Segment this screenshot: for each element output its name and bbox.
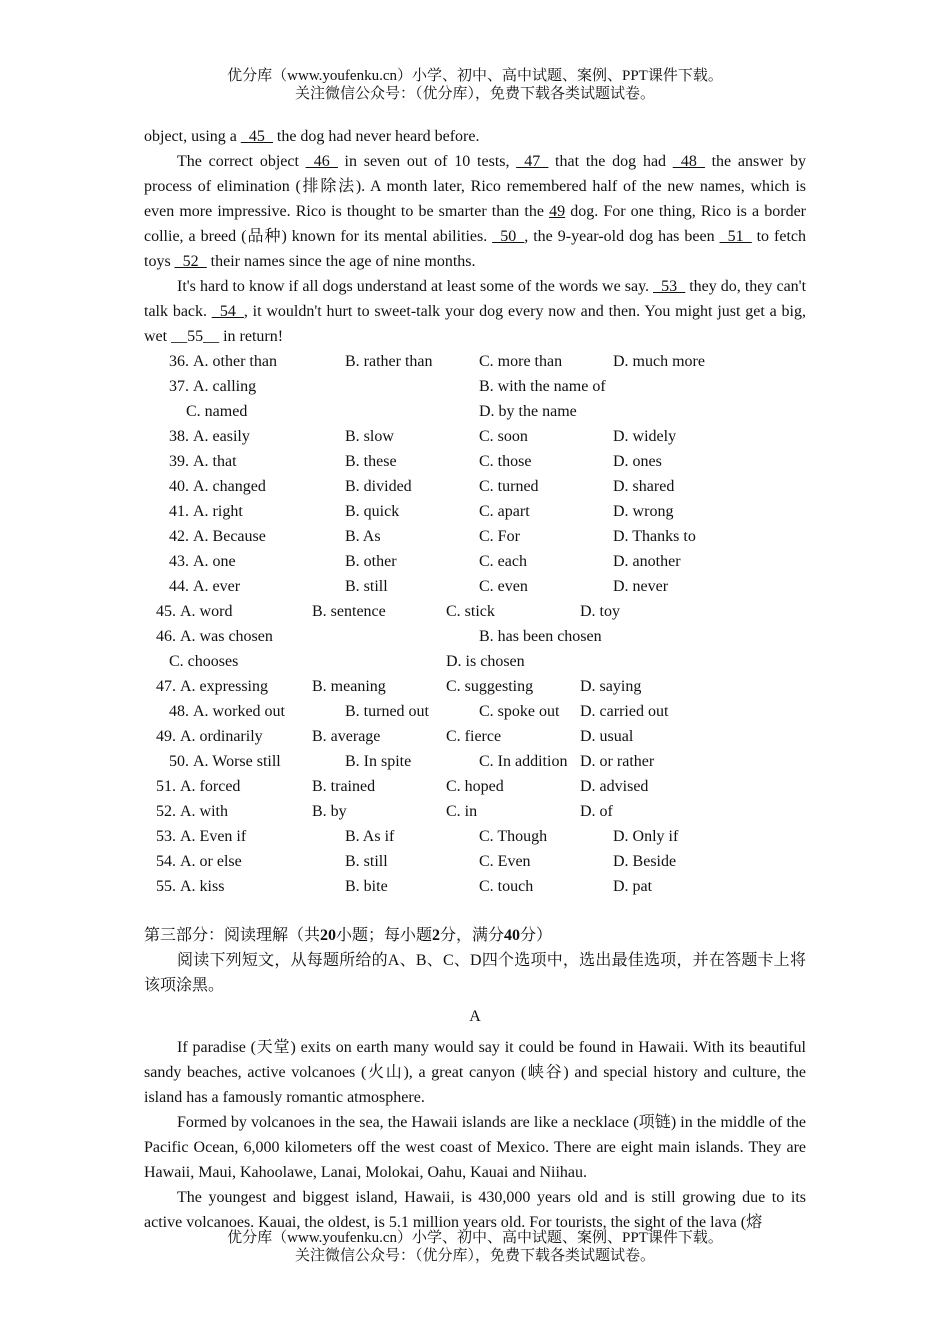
- question-50-option-c: C. In addition: [479, 753, 568, 770]
- question-36-option-b: B. rather than: [345, 353, 433, 370]
- header-line-1: 优分库（www.youfenku.cn）小学、初中、高中试题、案例、PPT课件下载。: [227, 68, 723, 84]
- question-41-number: 41.: [169, 503, 189, 520]
- question-55-number: 55.: [156, 878, 176, 895]
- blank-45: _45_: [240, 128, 273, 145]
- question-38-number: 38.: [169, 428, 189, 445]
- question-41-row: [144, 499, 806, 524]
- question-53-option-b: B. As if: [345, 828, 395, 845]
- question-40-option-a: A. changed: [193, 478, 266, 495]
- question-38-option-a: A. easily: [193, 428, 250, 445]
- question-51-option-d: D. advised: [580, 778, 649, 795]
- question-50-option-d: D. or rather: [580, 753, 655, 770]
- question-36-row: [144, 349, 806, 374]
- question-39-option-c: C. those: [479, 453, 532, 470]
- document-body: [144, 124, 806, 1235]
- question-53-option-c: C. Though: [479, 828, 548, 845]
- question-47-row: [144, 674, 806, 699]
- question-53-number: 53.: [156, 828, 176, 845]
- reading-paragraph-1: If paradise (天堂) exits on earth many would say it could be found in Hawaii. With its beautiful sandy beaches, active volcanoes (火山), a great canyon (峡谷) and special history and culture, the island has a famously romantic atmosphere.: [144, 1039, 806, 1106]
- question-37-row-2: [144, 399, 806, 424]
- question-48-number: 48.: [169, 703, 189, 720]
- question-43-row: [144, 549, 806, 574]
- question-39-option-a: A. that: [193, 453, 237, 470]
- question-49-option-d: D. usual: [580, 728, 634, 745]
- question-46-option-d: D. is chosen: [446, 653, 525, 670]
- question-55-row: [144, 874, 806, 899]
- question-45-option-b: B. sentence: [312, 603, 386, 620]
- passage-paragraph-2: The correct object _46_ in seven out of 10 tests, _47_ that the dog had _48_ the answer by process of elimination (排除法). A month later, Rico remembered half of the new names, which is even more impressive. Rico is thought to be smarter than the 49 dog. For one thing, Rico is a border collie, a breed (品种) known for its mental abilities. _50_, the 9-year-old dog has been _51_ to fetch toys _52_ their names since the age of nine months.: [144, 153, 807, 270]
- question-46-option-a: A. was chosen: [180, 628, 273, 645]
- question-42-row: [144, 524, 806, 549]
- question-42-number: 42.: [169, 528, 189, 545]
- question-54-option-c: C. Even: [479, 853, 531, 870]
- question-47-option-b: B. meaning: [312, 678, 386, 695]
- question-43-option-d: D. another: [613, 553, 681, 570]
- question-55-option-c: C. touch: [479, 878, 534, 895]
- question-37-number: 37.: [169, 378, 189, 395]
- question-36-option-d: D. much more: [613, 353, 705, 370]
- question-39-number: 39.: [169, 453, 189, 470]
- question-42-option-c: C. For: [479, 528, 520, 545]
- question-36-option-a: A. other than: [193, 353, 277, 370]
- question-48-option-d: D. carried out: [580, 703, 669, 720]
- answer-options: [144, 349, 806, 899]
- question-50-option-b: B. In spite: [345, 753, 412, 770]
- question-38-option-d: D. widely: [613, 428, 677, 445]
- question-37-option-d: D. by the name: [479, 403, 577, 420]
- page-footer: [0, 1229, 950, 1265]
- blank-46: _46_: [305, 153, 338, 170]
- question-52-option-d: D. of: [580, 803, 613, 820]
- question-48-row: [144, 699, 806, 724]
- question-39-row: [144, 449, 806, 474]
- question-37-row: [144, 374, 806, 399]
- question-41-option-a: A. right: [193, 503, 243, 520]
- blank-54: _54_: [211, 303, 244, 320]
- question-44-option-b: B. still: [345, 578, 388, 595]
- question-52-row: [144, 799, 806, 824]
- question-45-number: 45.: [156, 603, 176, 620]
- passage-paragraph-3: It's hard to know if all dogs understand at least some of the words we say. _53_ they do, they can't talk back. _54_, it wouldn't hurt to sweet-talk your dog every now and then. You might just get a big, wet __55__ in return!: [144, 278, 807, 345]
- question-50-row: [144, 749, 806, 774]
- question-39-option-b: B. these: [345, 453, 397, 470]
- question-53-option-d: D. Only if: [613, 828, 679, 845]
- question-51-option-c: C. hoped: [446, 778, 504, 795]
- question-38-option-c: C. soon: [479, 428, 528, 445]
- footer-line-2: 关注微信公众号：（优分库），免费下载各类试题试卷。: [294, 1248, 655, 1264]
- question-45-option-d: D. toy: [580, 603, 620, 620]
- question-43-option-a: A. one: [193, 553, 236, 570]
- blank-47: _47_: [516, 153, 549, 170]
- blank-50: _50_: [492, 228, 525, 245]
- question-55-option-d: D. pat: [613, 878, 653, 895]
- question-51-row: [144, 774, 806, 799]
- question-46-option-b: B. has been chosen: [479, 628, 602, 645]
- question-44-option-d: D. never: [613, 578, 669, 595]
- question-40-option-c: C. turned: [479, 478, 539, 495]
- question-44-option-c: C. even: [479, 578, 528, 595]
- question-49-option-c: C. fierce: [446, 728, 502, 745]
- question-40-option-b: B. divided: [345, 478, 412, 495]
- page-header: [0, 67, 950, 103]
- question-54-number: 54.: [156, 853, 176, 870]
- footer-line-1: 优分库（www.youfenku.cn）小学、初中、高中试题、案例、PPT课件下载。: [227, 1230, 723, 1246]
- question-44-option-a: A. ever: [193, 578, 241, 595]
- section-3-title: 第三部分：阅读理解（共20小题；每小题2分，满分40分）: [144, 927, 553, 944]
- question-52-option-b: B. by: [312, 803, 347, 820]
- question-42-option-b: B. As: [345, 528, 381, 545]
- question-38-option-b: B. slow: [345, 428, 394, 445]
- question-46-number: 46.: [156, 628, 176, 645]
- question-43-number: 43.: [169, 553, 189, 570]
- question-42-option-d: D. Thanks to: [613, 528, 696, 545]
- question-48-option-c: C. spoke out: [479, 703, 560, 720]
- question-49-row: [144, 724, 806, 749]
- question-52-number: 52.: [156, 803, 176, 820]
- question-37-option-a: A. calling: [193, 378, 257, 395]
- question-40-row: [144, 474, 806, 499]
- question-51-number: 51.: [156, 778, 176, 795]
- question-44-row: [144, 574, 806, 599]
- question-45-option-a: A. word: [180, 603, 233, 620]
- question-47-option-a: A. expressing: [180, 678, 268, 695]
- question-36-number: 36.: [169, 353, 189, 370]
- blank-51: _51_: [719, 228, 752, 245]
- question-47-number: 47.: [156, 678, 176, 695]
- question-51-option-b: B. trained: [312, 778, 376, 795]
- question-54-option-b: B. still: [345, 853, 388, 870]
- question-40-number: 40.: [169, 478, 189, 495]
- question-53-option-a: A. Even if: [180, 828, 247, 845]
- question-41-option-d: D. wrong: [613, 503, 674, 520]
- reading-paragraph-2: Formed by volcanoes in the sea, the Hawaii islands are like a necklace (项链) in the middle of the Pacific Ocean, 6,000 kilometers off the west coast of Mexico. There are eight main islands. They are Hawaii, Maui, Kahoolawe, Lanai, Molokai, Oahu, Kauai and Niihau.: [144, 1114, 806, 1181]
- question-46-option-c: C. chooses: [169, 653, 239, 670]
- question-43-option-c: C. each: [479, 553, 527, 570]
- question-47-option-d: D. saying: [580, 678, 642, 695]
- question-54-option-a: A. or else: [180, 853, 242, 870]
- question-49-number: 49.: [156, 728, 176, 745]
- question-47-option-c: C. suggesting: [446, 678, 534, 695]
- question-55-option-a: A. kiss: [180, 878, 225, 895]
- question-52-option-a: A. with: [180, 803, 228, 820]
- question-51-option-a: A. forced: [180, 778, 241, 795]
- question-49-option-b: B. average: [312, 728, 381, 745]
- question-50-number: 50.: [169, 753, 189, 770]
- question-36-option-c: C. more than: [479, 353, 563, 370]
- question-40-option-d: D. shared: [613, 478, 675, 495]
- passage-label-a: A: [469, 1008, 481, 1025]
- question-50-option-a: A. Worse still: [193, 753, 281, 770]
- blank-53: _53_: [653, 278, 686, 295]
- blank-49: 49: [549, 203, 566, 220]
- question-48-option-b: B. turned out: [345, 703, 429, 720]
- question-46-row-2: [144, 649, 806, 674]
- blank-48: _48_: [672, 153, 705, 170]
- question-38-row: [144, 424, 806, 449]
- question-55-option-b: B. bite: [345, 878, 388, 895]
- question-41-option-c: C. apart: [479, 503, 530, 520]
- question-37-option-b: B. with the name of: [479, 378, 606, 395]
- question-41-option-b: B. quick: [345, 503, 400, 520]
- header-line-2: 关注微信公众号：（优分库），免费下载各类试题试卷。: [294, 86, 655, 102]
- question-49-option-a: A. ordinarily: [180, 728, 263, 745]
- question-43-option-b: B. other: [345, 553, 397, 570]
- section-3-instructions: 阅读下列短文，从每题所给的A、B、C、D四个选项中，选出最佳选项，并在答题卡上将该项涂黑。: [144, 952, 806, 994]
- question-44-number: 44.: [169, 578, 189, 595]
- question-54-option-d: D. Beside: [613, 853, 677, 870]
- question-48-option-a: A. worked out: [193, 703, 285, 720]
- question-53-row: [144, 824, 806, 849]
- passage-paragraph-1: object, using a _45_ the dog had never heard before.: [144, 128, 480, 145]
- question-46-row: [144, 624, 806, 649]
- question-42-option-a: A. Because: [193, 528, 266, 545]
- question-54-row: [144, 849, 806, 874]
- question-37-option-c: C. named: [186, 403, 248, 420]
- reading-paragraph-3: The youngest and biggest island, Hawaii, is 430,000 years old and is still growing due to its active volcanoes. Kauai, the oldest, is 5.1 million years old. For tourists, the sight of the lava (熔: [144, 1189, 806, 1231]
- blank-52: _52_: [174, 253, 207, 270]
- question-52-option-c: C. in: [446, 803, 478, 820]
- question-39-option-d: D. ones: [613, 453, 662, 470]
- question-45-option-c: C. stick: [446, 603, 495, 620]
- question-45-row: [144, 599, 806, 624]
